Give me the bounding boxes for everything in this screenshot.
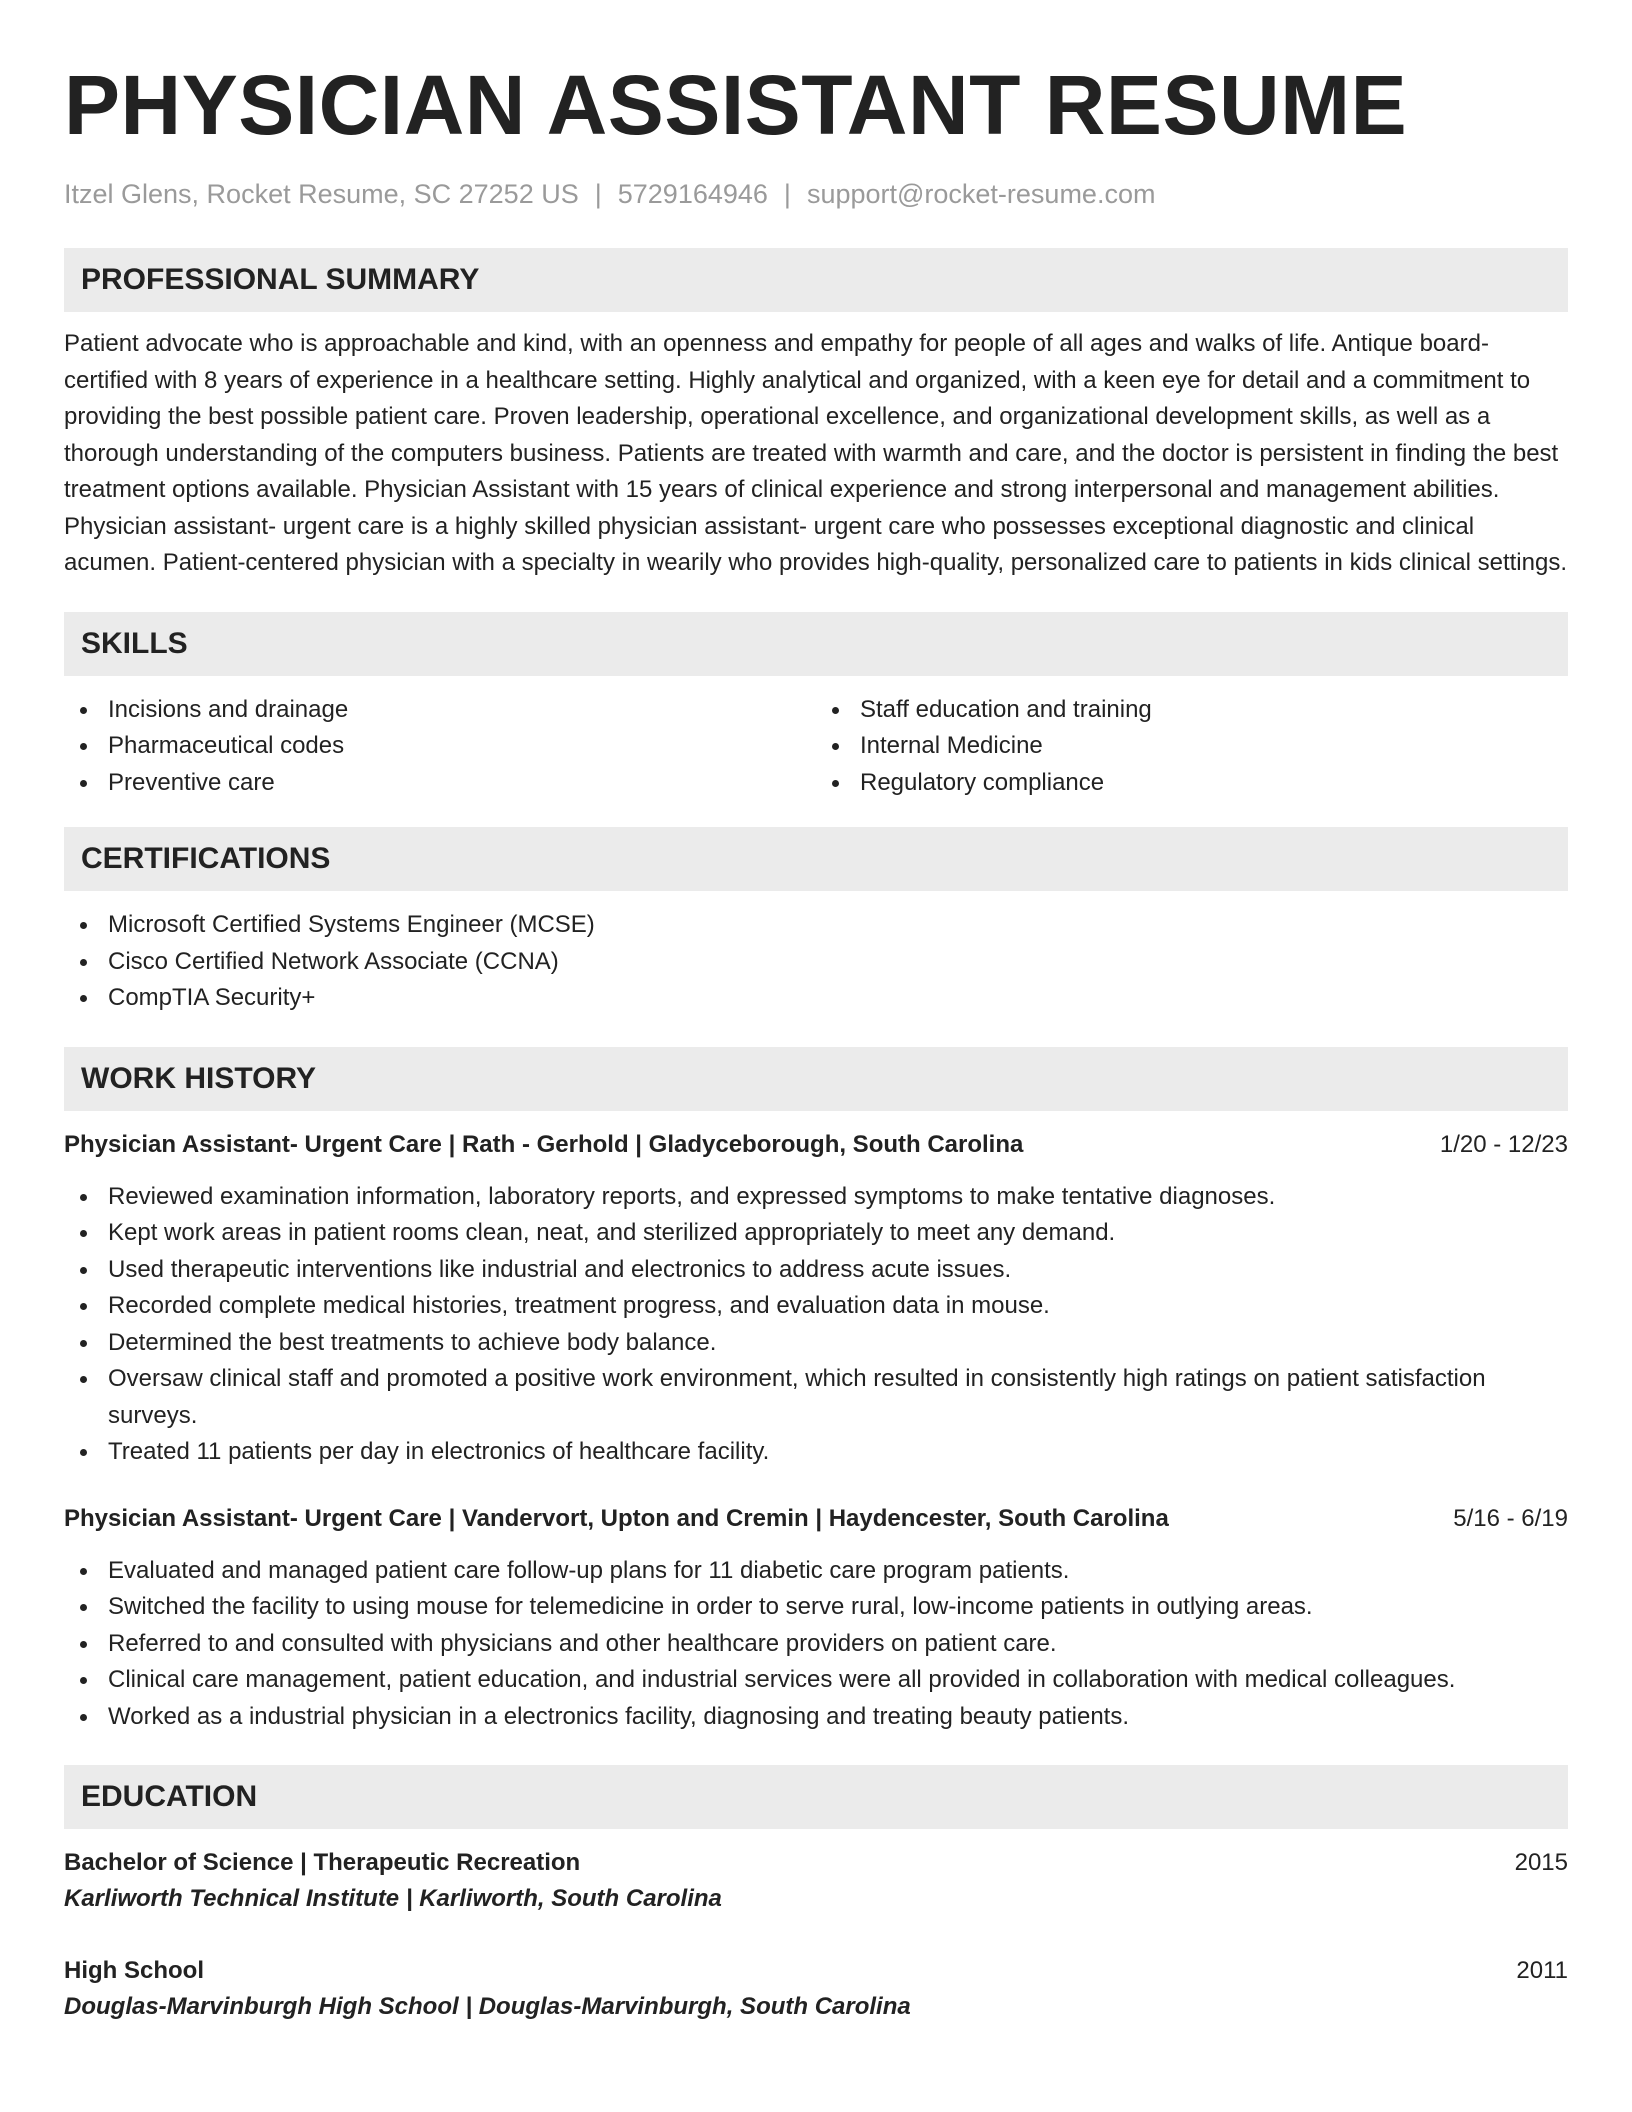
skill-item: Pharmaceutical codes xyxy=(64,728,816,765)
job-bullet: Determined the best treatments to achieve body balance. xyxy=(64,1325,1568,1362)
education-year: 2011 xyxy=(1516,1957,1568,1984)
education-heading: EDUCATION xyxy=(64,1765,1568,1829)
job-bullets xyxy=(64,1179,1568,1471)
certification-item: CompTIA Security+ xyxy=(64,980,1568,1017)
job-dates: 1/20 - 12/23 xyxy=(1439,1130,1568,1158)
skills-columns xyxy=(64,692,1568,802)
skill-item: Staff education and training xyxy=(816,692,1568,729)
education-entry xyxy=(64,1953,1568,2025)
job-bullet: Treated 11 patients per day in electronics of healthcare facility. xyxy=(64,1434,1568,1471)
summary-text: Patient advocate who is approachable and kind, with an openness and empathy for people of all ages and walks of life. Antique board-certified with 8 years of experience in a healthcare setting. Highly analytical and organized, with a keen eye for detail and a commitment to providing the best possible patient care. Proven leadership, operational excellence, and organizational development skills, as well as a thorough understanding of the computers business. Patients are treated with warmth and care, and the doctor is persistent in finding the best treatment options available. Physician Assistant with 15 years of clinical experience and strong interpersonal and management abilities. Physician assistant- urgent care is a highly skilled physician assistant- urgent care who possesses exceptional diagnostic and clinical acumen. Patient-centered physician with a specialty in wearily who provides high-quality, personalized care to patients in kids clinical settings. xyxy=(64,330,1567,576)
education-section xyxy=(64,1765,1568,2025)
job-header xyxy=(64,1501,1568,1537)
job-bullet: Referred to and consulted with physicians and other healthcare providers on patient care. xyxy=(64,1626,1568,1663)
work-section xyxy=(64,1047,1568,1736)
job-entry xyxy=(64,1501,1568,1736)
skills-list-right xyxy=(816,692,1568,802)
job-bullet: Evaluated and managed patient care follow-up plans for 11 diabetic care program patients. xyxy=(64,1553,1568,1590)
work-heading: WORK HISTORY xyxy=(64,1047,1568,1111)
education-school: Douglas-Marvinburgh High School | Douglas-Marvinburgh, South Carolina xyxy=(64,1993,911,2020)
job-bullet: Recorded complete medical histories, treatment progress, and evaluation data in mouse. xyxy=(64,1288,1568,1325)
education-school: Karliworth Technical Institute | Karliworth, South Carolina xyxy=(64,1885,722,1912)
contact-separator: | xyxy=(783,179,791,209)
skill-item: Preventive care xyxy=(64,765,816,802)
education-header xyxy=(64,1953,1568,1989)
skills-heading: SKILLS xyxy=(64,612,1568,676)
contact-phone: 5729164946 xyxy=(617,179,768,209)
job-bullet: Worked as a industrial physician in a electronics facility, diagnosing and treating beauty patients. xyxy=(64,1699,1568,1736)
certifications-heading: CERTIFICATIONS xyxy=(64,827,1568,891)
skill-item: Internal Medicine xyxy=(816,728,1568,765)
education-degree: High School xyxy=(64,1957,204,1984)
job-bullet: Reviewed examination information, laboratory reports, and expressed symptoms to make tentative diagnoses. xyxy=(64,1179,1568,1216)
job-title: Physician Assistant- Urgent Care | Vandervort, Upton and Cremin | Haydencester, South Carolina xyxy=(64,1504,1169,1532)
certification-item: Cisco Certified Network Associate (CCNA) xyxy=(64,944,1568,981)
contact-address: Itzel Glens, Rocket Resume, SC 27252 US xyxy=(64,179,579,209)
contact-email: support@rocket-resume.com xyxy=(806,179,1156,209)
contact-line xyxy=(64,176,1568,212)
certification-item: Microsoft Certified Systems Engineer (MCSE) xyxy=(64,907,1568,944)
job-bullet: Clinical care management, patient education, and industrial services were all provided in collaboration with medical colleagues. xyxy=(64,1662,1568,1699)
certifications-list xyxy=(64,907,1568,1017)
job-bullet: Switched the facility to using mouse for telemedicine in order to serve rural, low-income patients in outlying areas. xyxy=(64,1589,1568,1626)
resume-title: PHYSICIAN ASSISTANT RESUME xyxy=(64,58,1408,152)
summary-heading: PROFESSIONAL SUMMARY xyxy=(64,248,1568,312)
summary-section xyxy=(64,248,1568,582)
skills-section xyxy=(64,612,1568,802)
job-bullet: Used therapeutic interventions like industrial and electronics to address acute issues. xyxy=(64,1252,1568,1289)
contact-separator: | xyxy=(594,179,602,209)
job-header xyxy=(64,1127,1568,1163)
education-entry xyxy=(64,1845,1568,1917)
job-bullets xyxy=(64,1553,1568,1736)
skills-list-left xyxy=(64,692,816,802)
education-header xyxy=(64,1845,1568,1881)
job-title: Physician Assistant- Urgent Care | Rath - Gerhold | Gladyceborough, South Carolina xyxy=(64,1130,1024,1158)
education-degree: Bachelor of Science | Therapeutic Recreation xyxy=(64,1849,581,1876)
job-entry xyxy=(64,1127,1568,1471)
skill-item: Regulatory compliance xyxy=(816,765,1568,802)
education-year: 2015 xyxy=(1514,1849,1568,1876)
skill-item: Incisions and drainage xyxy=(64,692,816,729)
job-bullet: Oversaw clinical staff and promoted a positive work environment, which resulted in consistently high ratings on patient satisfaction surveys. xyxy=(64,1361,1568,1434)
certifications-section xyxy=(64,827,1568,1017)
job-dates: 5/16 - 6/19 xyxy=(1453,1504,1568,1532)
job-bullet: Kept work areas in patient rooms clean, neat, and sterilized appropriately to meet any demand. xyxy=(64,1215,1568,1252)
